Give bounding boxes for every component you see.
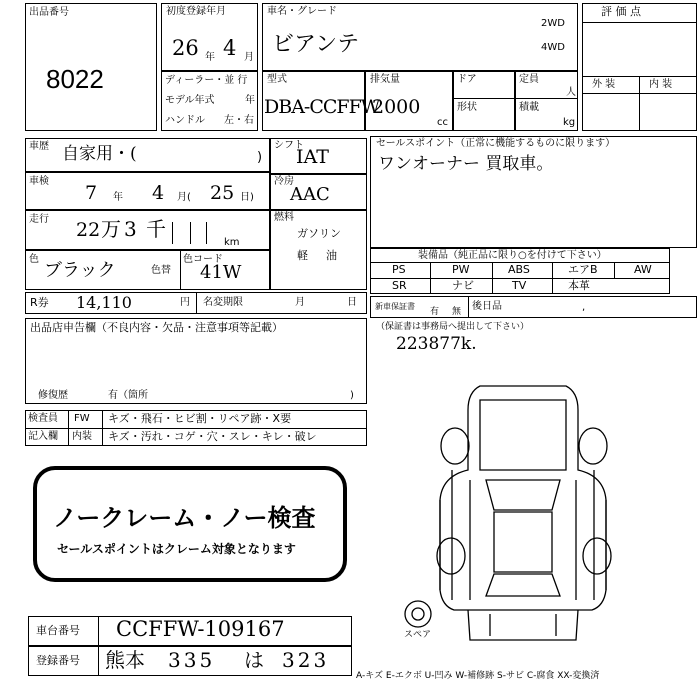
inspector-row-1: キズ・飛石・ヒビ割・リペア跡・X要 (108, 412, 292, 425)
door-label: ドア (457, 74, 477, 85)
spare-tire-icon (405, 601, 431, 627)
year-unit: 年 (205, 52, 215, 63)
drive-2wd: 2WD (541, 18, 565, 29)
drive-4wd: 4WD (541, 42, 565, 53)
dealer-label: ディーラー・並 行 (165, 75, 248, 86)
inspector-label-2: 記入欄 (28, 431, 58, 442)
inspection-year: 7 (85, 182, 98, 204)
handle-label: ハンドル (165, 115, 205, 126)
handle-options: 左・右 (224, 115, 254, 126)
car-body-outline (440, 386, 606, 610)
equip-navi: ナビ (452, 279, 474, 292)
warranty-comma: , (582, 302, 586, 313)
shift-value: IAT (296, 146, 329, 168)
color-code: 41W (200, 262, 242, 283)
mileage-sen: 3 (124, 217, 137, 241)
model-code: DBA-CCFFW (264, 96, 380, 118)
color-change-label: 色替 (151, 265, 171, 276)
recycle-label: R券 (30, 296, 49, 309)
fuel-kei: 軽 (297, 249, 308, 262)
model-year-label: モデル年式 (165, 95, 215, 106)
equipment-label: 装備品（純正品に限り○を付けて下さい） (418, 250, 607, 261)
color-label: 色 (29, 254, 39, 265)
first-registration-label: 初度登録年月 (166, 6, 226, 17)
aircon-label: 冷房 (274, 176, 294, 187)
spare-label: スペア (404, 630, 432, 640)
wheel-front-left (441, 428, 469, 464)
no-claim-main: ノークレーム・ノー検査 (53, 504, 316, 532)
warranty-no: 無 (452, 307, 462, 317)
damage-legend: A-キズ E-エクボ U-凹み W-補修跡 S-サビ C-腐食 XX-変換済 (356, 671, 600, 681)
name-change-label: 名変期限 (203, 297, 243, 308)
car-windshield (486, 480, 560, 510)
equip-tv: TV (512, 279, 527, 292)
kg-unit: kg (563, 117, 576, 128)
car-roof (494, 512, 552, 572)
warranty-date-label: 後日品 (472, 301, 502, 312)
shift-label: シフト (274, 140, 304, 151)
lot-number: 8022 (46, 64, 104, 94)
inspection-label: 車検 (29, 176, 49, 187)
registration-label: 登録番号 (36, 654, 80, 667)
exterior-label: 外 装 (592, 79, 616, 90)
inspector-fw: FW (74, 413, 90, 424)
inspector-label-1: 検査員 (28, 413, 58, 424)
repair-value: 有（箇所 (108, 390, 148, 401)
km-unit: km (224, 237, 240, 248)
equip-abs: ABS (508, 263, 530, 276)
color-value: ブラック (44, 260, 116, 281)
equip-airbag: エアB (568, 263, 598, 276)
equip-ps: PS (392, 263, 406, 276)
interior-label: 内 装 (649, 79, 673, 90)
car-hood (480, 400, 566, 470)
recycle-yen: 円 (180, 297, 190, 308)
car-name: ビアンテ (272, 32, 360, 57)
displacement-value: 2000 (372, 96, 421, 118)
chassis-label: 車台番号 (36, 624, 80, 637)
inspection-day: 25 (210, 182, 235, 204)
car-rear-window (486, 574, 560, 596)
first-registration-year: 26 (172, 36, 199, 60)
equip-sr: SR (392, 279, 407, 292)
model-label: 型式 (267, 74, 287, 85)
mileage-man: 22 (76, 219, 101, 241)
color-code-label: 色コード (183, 254, 223, 265)
warranty-handwritten: 223877k. (396, 334, 477, 354)
history-label: 車歴 (29, 141, 49, 152)
inspection-day-unit: 日) (240, 192, 254, 203)
shape-label: 形状 (457, 102, 477, 113)
inspection-month: 4 (152, 182, 165, 204)
name-change-day: 日 (347, 297, 357, 308)
lot-number-label: 出品番号 (29, 7, 69, 18)
registration-area: 熊本 (105, 648, 145, 672)
sales-point-value: ワンオーナー 買取車。 (378, 154, 554, 174)
capacity-label: 定員 (519, 74, 539, 85)
history-value: 自家用・( (62, 144, 137, 164)
repair-label: 修復歴 (38, 390, 68, 401)
mileage-sen-unit: 千 (146, 217, 166, 241)
registration-kana: は (244, 648, 264, 672)
registration-num2: 323 (282, 648, 330, 672)
rear-door-line (490, 614, 556, 636)
wheel-rear-right (583, 538, 611, 574)
fuel-gas: ガソリン (297, 227, 341, 240)
equip-aw: AW (634, 263, 652, 276)
warranty-yes: 有 (430, 307, 440, 317)
first-registration-month: 4 (223, 36, 237, 60)
no-claim-sub: セールスポイントはクレーム対象となります (57, 542, 296, 556)
cc-unit: cc (437, 117, 448, 128)
recycle-value: 14,110 (76, 293, 132, 312)
warranty-label: 新車保証書 (375, 302, 415, 311)
person-unit: 人 (566, 87, 576, 98)
declaration-label: 出品店申告欄（不良内容・欠品・注意事項等記載） (30, 321, 283, 334)
repair-close: ) (350, 390, 354, 401)
inspector-row-2: キズ・汚れ・コゲ・穴・スレ・キレ・破レ (108, 430, 317, 443)
mileage-label: 走行 (29, 214, 49, 225)
aircon-value: AAC (290, 184, 330, 205)
model-year-unit: 年 (245, 95, 255, 106)
warranty-note: （保証書は事務局へ提出して下さい） (376, 322, 530, 332)
load-label: 積載 (519, 102, 539, 113)
inspection-year-unit: 年 (113, 192, 123, 203)
mileage-man-unit: 万 (101, 217, 121, 241)
registration-num1: 335 (168, 648, 216, 672)
evaluation-label: 評 価 点 (601, 5, 641, 18)
inspection-month-unit: 月( (177, 192, 191, 203)
rear-bumper (468, 610, 578, 640)
name-change-month: 月 (295, 297, 305, 308)
displacement-label: 排気量 (370, 74, 400, 85)
equip-pw: PW (452, 263, 470, 276)
history-close: ) (257, 150, 263, 165)
wheel-rear-left (437, 538, 465, 574)
chassis-value: CCFFW-109167 (116, 617, 285, 641)
month-unit: 月 (244, 52, 254, 63)
car-name-label: 車名・グレード (267, 6, 337, 17)
sales-point-label: セールスポイント（正常に機能するものに限ります） (376, 138, 616, 149)
fuel-label: 燃料 (274, 212, 294, 223)
wheel-front-right (579, 428, 607, 464)
equip-leather: 本革 (568, 279, 590, 292)
fuel-oil: 油 (326, 249, 337, 262)
inspector-inside: 内装 (72, 431, 92, 442)
